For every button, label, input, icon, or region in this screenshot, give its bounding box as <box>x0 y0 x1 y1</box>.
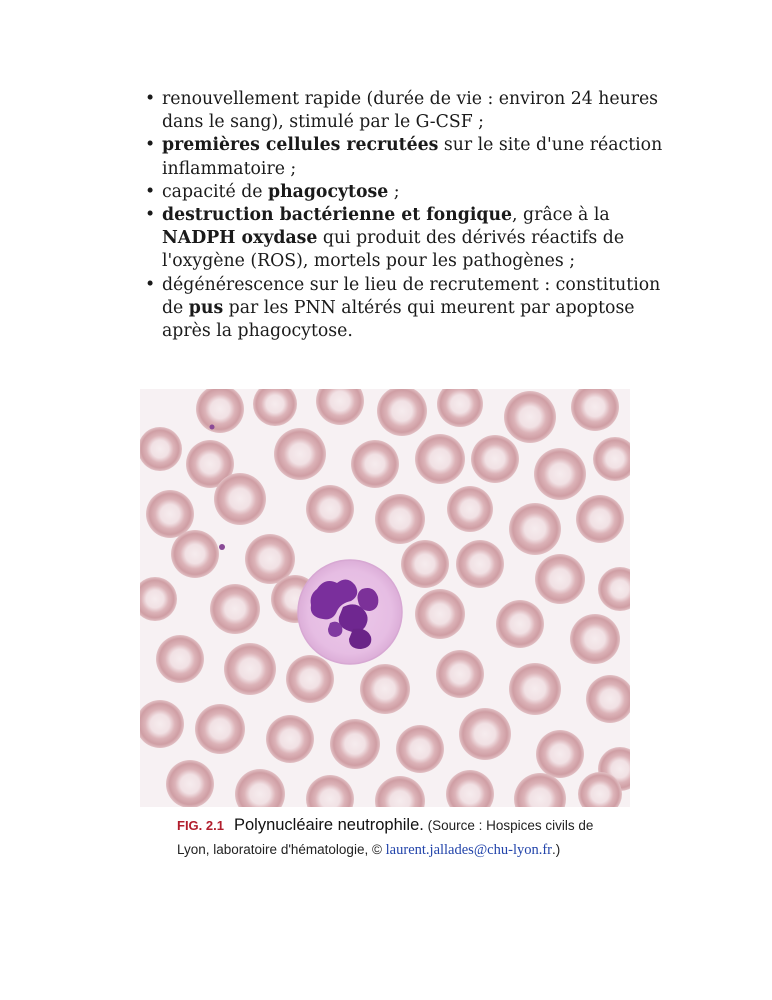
red-blood-cell <box>436 650 484 698</box>
bullet-item <box>145 204 685 274</box>
red-blood-cell <box>504 391 556 443</box>
red-blood-cell <box>536 730 584 778</box>
red-blood-cell <box>471 435 519 483</box>
bullet-symbol: • <box>145 89 156 109</box>
bullet-text: ; <box>388 181 400 202</box>
bullet-text: renouvellement rapide (durée de vie : environ 24 heures dans le sang), stimulé par le G-CSF ; <box>162 89 659 133</box>
red-blood-cell <box>214 473 266 525</box>
red-blood-cell <box>535 554 585 604</box>
red-blood-cell <box>396 725 444 773</box>
figure-source-prefix: (Source : Hospices civils de Lyon, laboratoire d'hématologie, © <box>177 818 594 857</box>
bullet-symbol: • <box>145 274 156 295</box>
bullet-item <box>145 134 685 180</box>
figure-source-suffix: .) <box>552 842 561 857</box>
red-blood-cell <box>330 719 380 769</box>
bullet-text: capacité de <box>162 181 268 202</box>
red-blood-cell <box>534 448 586 500</box>
red-blood-cell <box>140 427 182 471</box>
bullet-symbol: • <box>145 205 156 226</box>
figure-title: Polynucléaire neutrophile. <box>233 816 424 834</box>
bullet-text: sur le site d'une réaction inflammatoire ; <box>162 135 663 179</box>
red-blood-cell <box>306 485 354 533</box>
bullet-bold-text: NADPH oxydase <box>162 228 318 249</box>
figure-caption <box>177 813 617 862</box>
bullet-bold-text: pus <box>188 297 224 318</box>
bullet-item <box>145 274 685 344</box>
red-blood-cell <box>415 434 465 484</box>
neutrophil-micrograph <box>140 389 630 807</box>
red-blood-cell <box>375 494 425 544</box>
red-blood-cell <box>360 664 410 714</box>
bullet-text: qui produit des dérivés réactifs de l'oxygène (ROS), mortels pour les pathogènes ; <box>162 228 625 272</box>
red-blood-cell <box>351 440 399 488</box>
red-blood-cell <box>509 663 561 715</box>
red-blood-cell <box>509 503 561 555</box>
bullet-text: dégénérescence sur le lieu de recrutement : constitution de <box>162 274 661 318</box>
red-blood-cell <box>576 495 624 543</box>
bullet-item <box>145 181 685 204</box>
red-blood-cell <box>456 540 504 588</box>
bullet-bold-text: phagocytose <box>268 181 389 202</box>
bullet-list <box>145 88 685 343</box>
source-email-link[interactable]: laurent.jallades@chu-lyon.fr <box>385 842 553 858</box>
red-blood-cell <box>171 530 219 578</box>
figure-label: FIG. 2.1 <box>177 818 224 833</box>
red-blood-cell <box>224 643 276 695</box>
red-blood-cell <box>415 589 465 639</box>
red-blood-cell <box>156 635 204 683</box>
red-blood-cell <box>459 708 511 760</box>
bullet-text: par les PNN altérés qui meurent par apoptose après la phagocytose. <box>162 297 635 342</box>
red-blood-cell <box>146 490 194 538</box>
neutrophil-cell <box>298 560 402 664</box>
bullet-bold-text: destruction bactérienne et fongique <box>162 205 513 226</box>
bullet-bold-text: premières cellules recrutées <box>162 135 439 156</box>
red-blood-cell <box>401 540 449 588</box>
red-blood-cell <box>195 704 245 754</box>
red-blood-cell <box>166 760 214 807</box>
bullet-text: , grâce à la <box>512 205 610 226</box>
bullet-item <box>145 88 685 134</box>
red-blood-cell <box>266 715 314 763</box>
red-blood-cell <box>210 584 260 634</box>
bullet-symbol: • <box>145 135 156 156</box>
red-blood-cell <box>496 600 544 648</box>
red-blood-cell <box>286 655 334 703</box>
red-blood-cell <box>274 428 326 480</box>
red-blood-cell <box>570 614 620 664</box>
bullet-symbol: • <box>145 181 156 202</box>
red-blood-cell <box>447 486 493 532</box>
